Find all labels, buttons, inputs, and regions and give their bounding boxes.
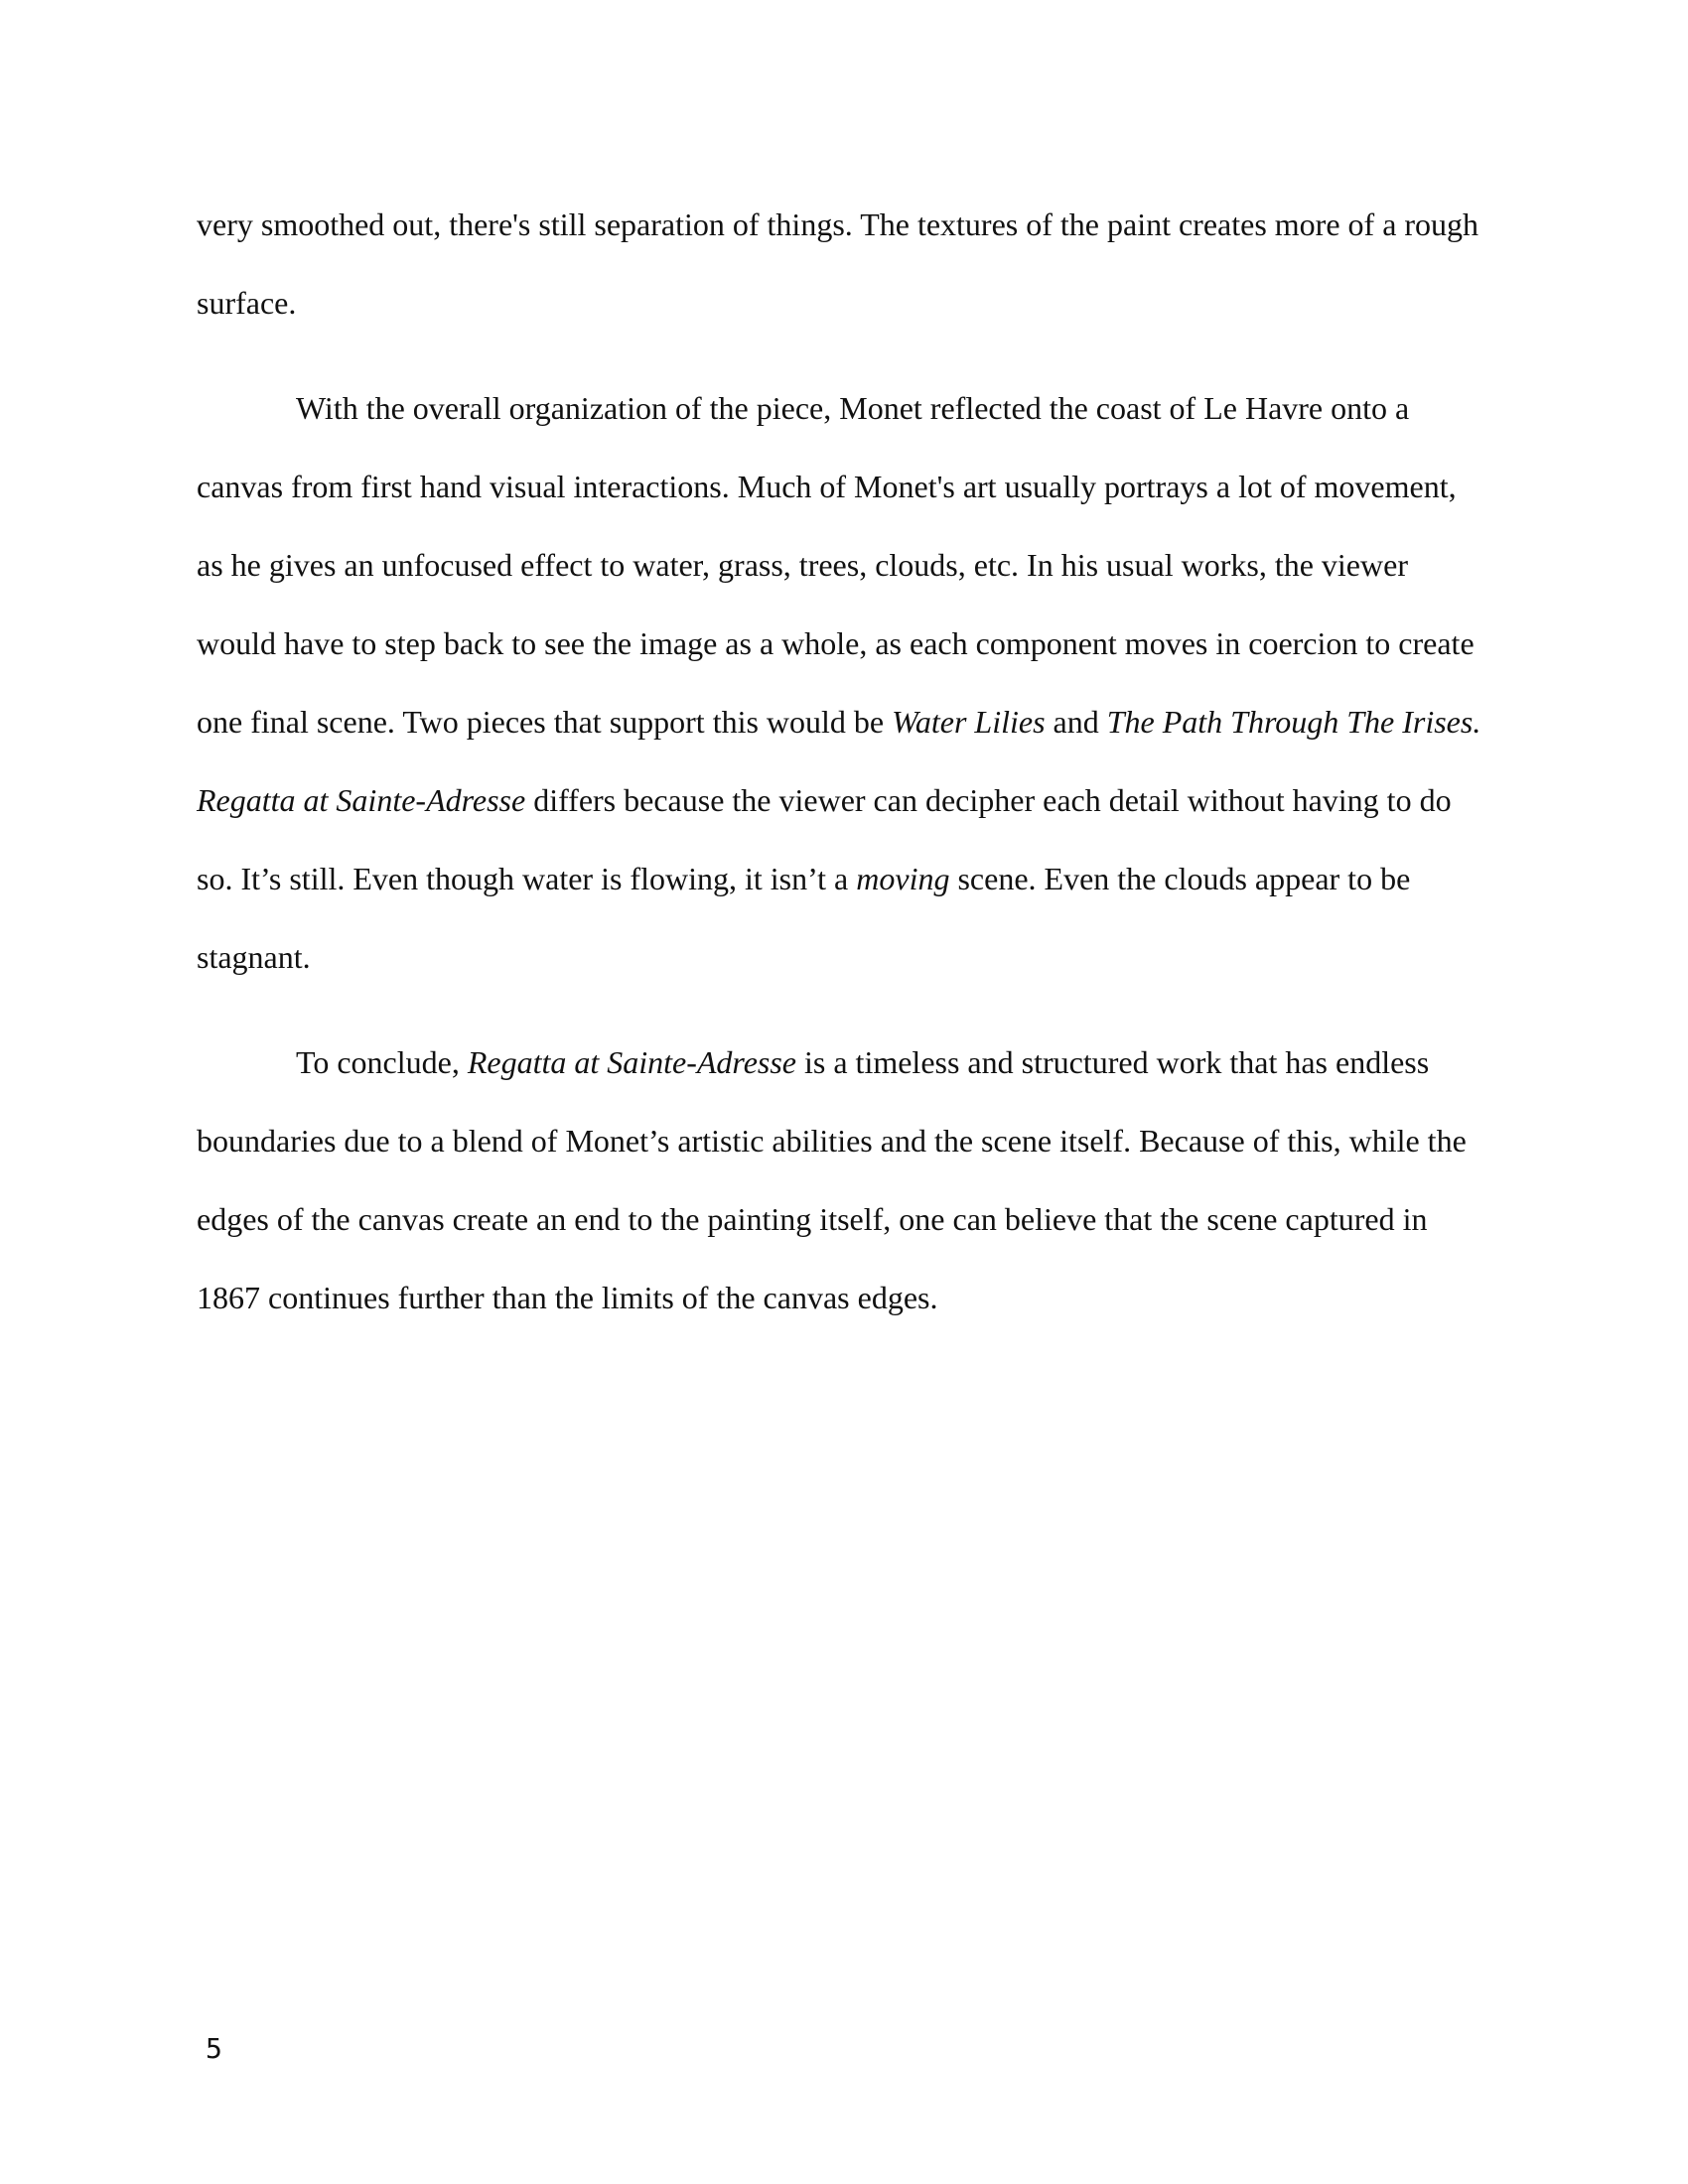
italic-title-regatta: Regatta at Sainte-Adresse [467, 1044, 796, 1080]
text-run: To conclude, [296, 1044, 468, 1080]
text-run: is a timeless and structured work that has endless boundaries due to a blend of Monet’s artistic abilities and the scene itself. Because of this, while the edges of the canvas create an end to the painting itself, one can believe that the scene captured in 1867 continues further than the limits of the canvas edges. [197, 1044, 1467, 1315]
paragraph-1 [197, 186, 1487, 342]
italic-emphasis-moving: moving [856, 861, 950, 896]
italic-title-water-lilies: Water Lilies [892, 704, 1046, 740]
body-text [197, 186, 1487, 1337]
paragraph-2 [197, 369, 1487, 997]
italic-title-path-irises-regatta: The Path Through The Irises. Regatta at Sainte-Adresse [197, 704, 1481, 818]
text-run: very smoothed out, there's still separation of things. The textures of the paint creates more of a rough surface. [197, 206, 1479, 321]
text-run: differs because the viewer can decipher each detail without having to do so. It’s still. Even though water is flowing, it isn’t a [197, 782, 1452, 896]
text-run: scene. Even the clouds appear to be stagnant. [197, 861, 1411, 975]
text-run: and [1045, 704, 1107, 740]
page-number: 5 [206, 2032, 222, 2065]
text-run: With the overall organization of the piece, Monet reflected the coast of Le Havre onto a canvas from first hand visual interactions. Much of Monet's art usually portrays a lot of movement, as he gives an unfocused effect to water, grass, trees, clouds, etc. In his usual works, the viewer would have to step back to see the image as a whole, as each component moves in coercion to create one final scene. Two pieces that support this would be [197, 390, 1475, 740]
paragraph-3 [197, 1024, 1487, 1337]
